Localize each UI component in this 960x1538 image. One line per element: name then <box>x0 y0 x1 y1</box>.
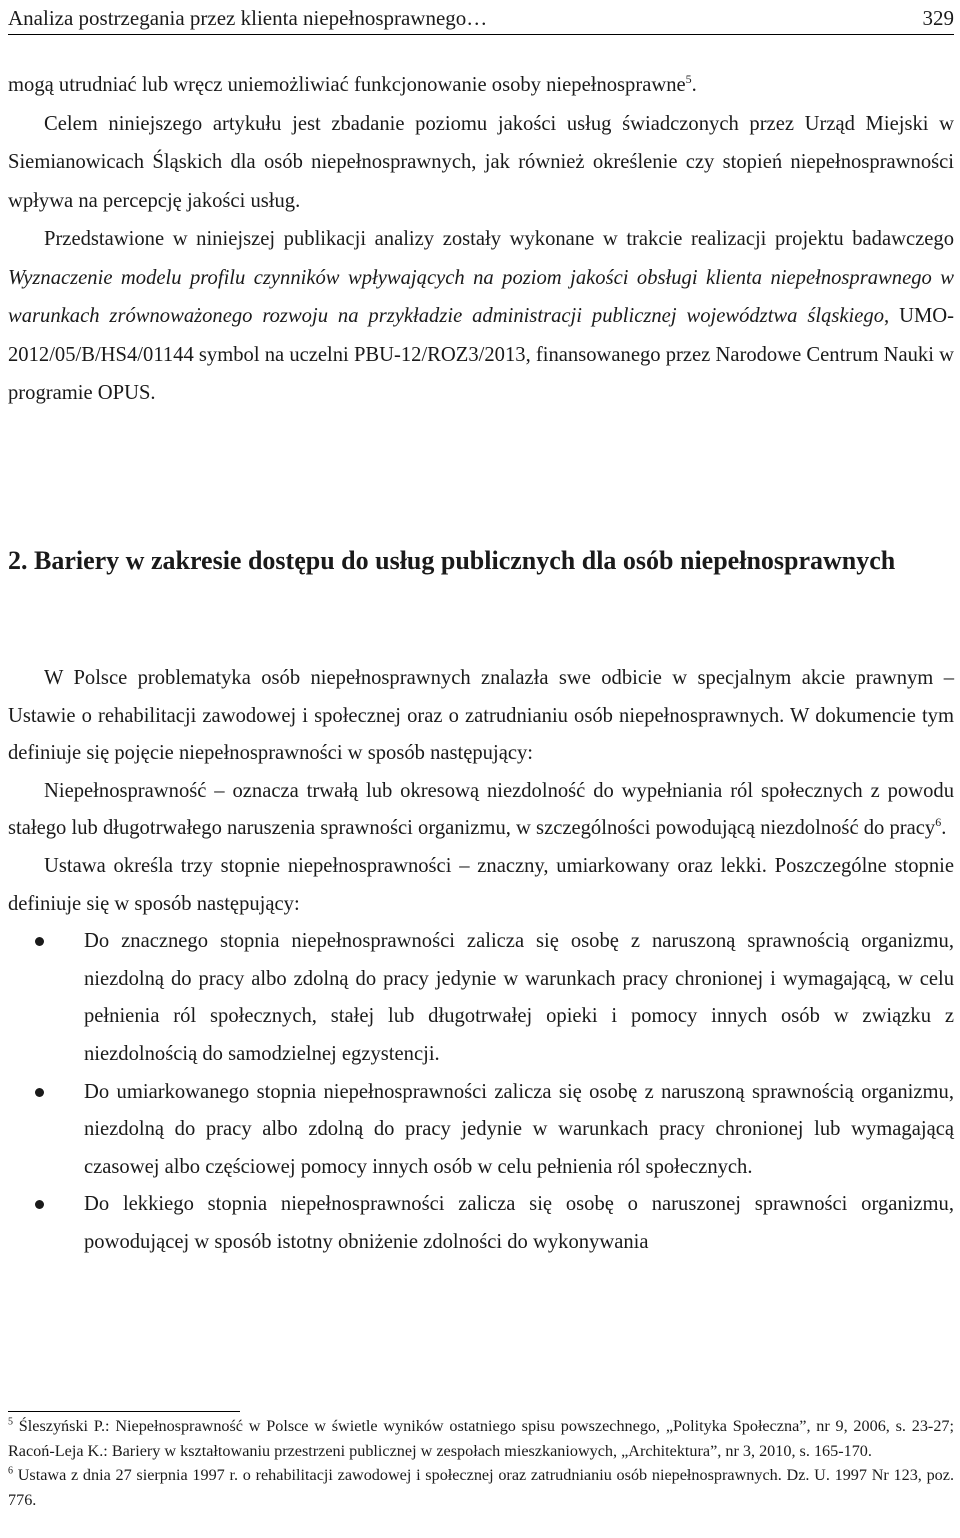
bullet-icon <box>35 1200 44 1209</box>
paragraph-aim: Celem niniejszego artykułu jest zbadanie poziomu jakości usług świadczonych przez Urząd Miejski w Siemianowicach Śląskich dla osób niepełnosprawnych, jak również określenie czy stopień niepełnosprawności wpływa na percepcję jakości usług. <box>8 112 954 212</box>
list-item-text: Do umiarkowanego stopnia niepełnosprawności zalicza się osobę z naruszoną sprawnością organizmu, niezdolną do pracy albo zdolną do pracy jedynie w warunkach pracy chronionej lub wymagającą czasowej albo częściowej pomocy innych osób w celu pełnienia ról społecznych. <box>84 1080 954 1178</box>
section-heading: 2. Bariery w zakresie dostępu do usług publicznych dla osób niepełnosprawnych <box>8 546 896 575</box>
bullet-list <box>8 923 954 1261</box>
paragraph-text: , UMO-2012/05/B/HS4/01144 symbol na uczelni PBU-12/ROZ3/2013, finansowanego przez Narodowe Centrum Nauki w programie OPUS. <box>8 305 954 404</box>
list-item <box>8 923 954 1073</box>
footnote-text: Ustawa z dnia 27 sierpnia 1997 r. o rehabilitacji zawodowej i społecznej oraz zatrudnianiu osób niepełnosprawnych. Dz. U. 1997 Nr 123, poz. 776. <box>8 1466 955 1509</box>
bullet-icon <box>35 937 44 946</box>
page-number: 329 <box>922 6 954 30</box>
project-title: Wyznaczenie modelu profilu czynników wpływających na poziom jakości obsługi klienta niepełnosprawnego w warunkach zrównoważonego rozwoju na przykładzie administracji publicznej województwa śląskiego <box>8 266 954 327</box>
section-body <box>8 660 954 1262</box>
paragraph-text: mogą utrudniać lub wręcz uniemożliwiać funkcjonowanie osoby niepełnosprawne <box>8 74 686 96</box>
section-heading-block <box>8 544 954 577</box>
footnotes <box>8 1414 954 1512</box>
paragraph: W Polsce problematyka osób niepełnosprawnych znalazła swe odbicie w specjalnym akcie prawnym – Ustawie o rehabilitacji zawodowej i społecznej oraz o zatrudnianiu osób niepełnosprawnych. W dokumencie tym definiuje się pojęcie niepełnosprawności w sposób następujący: <box>8 667 954 765</box>
footnote-number: 5 <box>8 1416 13 1428</box>
list-item <box>8 1186 954 1261</box>
footnote-number: 6 <box>8 1465 13 1477</box>
list-item <box>8 1074 954 1187</box>
running-header-title: Analiza postrzegania przez klienta niepełnosprawnego… <box>8 6 488 30</box>
footnote-text: Śleszyński P.: Niepełnosprawność w Polsce w świetle wyników ostatniego spisu powszechnego, „Polityka Społeczna”, nr 9, 2006, s. 23-27; Racoń-Leja K.: Bariery w kształtowaniu przestrzeni publicznej w zespołach mieszkaniowych, „Architektura”, nr 3, 2010, s. 165-170. <box>8 1417 955 1460</box>
footnote-ref: 5 <box>685 72 692 87</box>
footnote-ref: 6 <box>935 815 942 830</box>
footnote <box>8 1463 954 1512</box>
paragraph: Ustawa określa trzy stopnie niepełnosprawności – znaczny, umiarkowany oraz lekki. Poszczególne stopnie definiuje się w sposób następujący: <box>8 854 954 915</box>
list-item-text: Do znacznego stopnia niepełnosprawności zalicza się osobę z naruszoną sprawnością organizmu, niezdolną do pracy albo zdolną do pracy jedynie w warunkach pracy chronionej i wymagającą, w celu pełnienia ról społecznych, stałej lub długotrwałej opieki i pomocy innych osób w związku z niezdolnością do samodzielnej egzystencji. <box>84 930 954 1065</box>
paragraph-text: Przedstawione w niniejszej publikacji analizy zostały wykonane w trakcie realizacji projektu badawczego <box>44 228 954 250</box>
footnote-separator <box>8 1411 240 1412</box>
list-item-text: Do lekkiego stopnia niepełnosprawności zalicza się osobę o naruszonej sprawności organizmu, powodującej w sposób istotny obniżenie zdolności do wykonywania <box>84 1193 954 1253</box>
footnote <box>8 1414 954 1463</box>
paragraph-continuation <box>8 66 954 105</box>
running-header <box>8 4 954 35</box>
paragraph-end: . <box>691 74 697 96</box>
paragraph-end: . <box>941 817 947 840</box>
paragraph-funding <box>8 220 954 413</box>
bullet-icon <box>35 1088 44 1097</box>
paragraph-definition <box>8 773 954 848</box>
intro-section <box>8 66 954 413</box>
paragraph-text: Niepełnosprawność – oznacza trwałą lub okresową niezdolność do wypełniania ról społecznych z powodu stałego lub długotrwałego naruszenia sprawności organizmu, w szczególności powodującą niezdolność do pracy <box>8 779 954 840</box>
